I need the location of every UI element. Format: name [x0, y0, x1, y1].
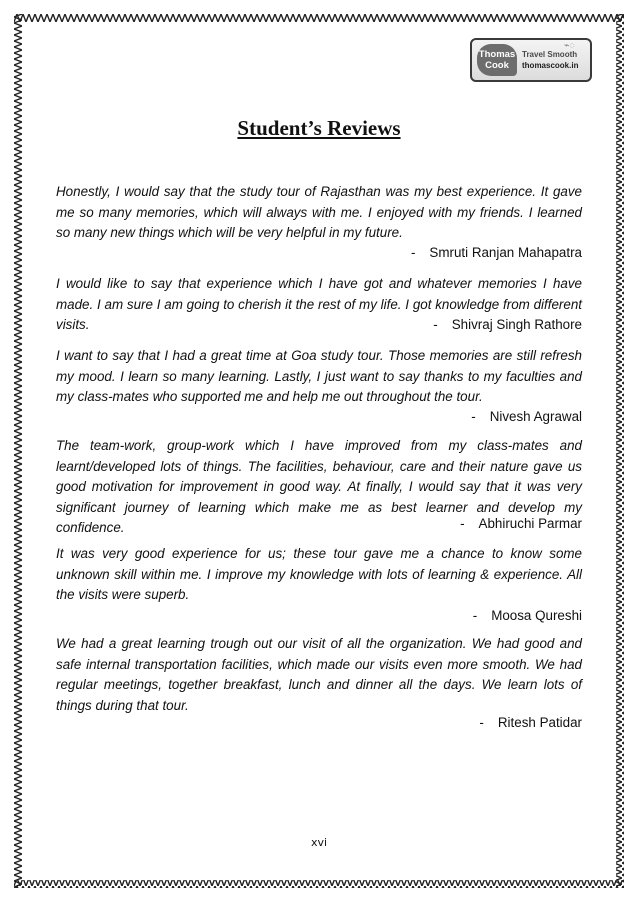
author-dash: - [479, 715, 484, 730]
author-dash: - [471, 409, 476, 424]
author-dash: - [460, 516, 465, 531]
thomas-cook-logo [470, 38, 592, 82]
review-text: Honestly, I would say that the study tour of Rajasthan was my best experience. It gave me so many memories, which will always with me. I enjoyed with my friends. I learned so many new things which will be very helpful in my future. [56, 184, 582, 240]
review-text: It was very good experience for us; these tour gave me a chance to know some unknown skill within me. I improve my knowledge with lots of learning & experience. All the visits were superb. [56, 546, 582, 602]
review-text: We had a great learning trough out our visit of all the organization. We had good and safe internal transportation facilities, which made our visits even more smooth. We had regular meetings, together breakfast, lunch and dinner all the days. We learn lots of things during that tour. [56, 636, 582, 713]
author-name: Nivesh Agrawal [489, 409, 582, 424]
logo-tagline: Travel Smooth [522, 50, 578, 59]
review-author [471, 407, 582, 427]
author-name: Moosa Qureshi [491, 608, 582, 623]
globe-icon: ⌁◌ [564, 40, 575, 50]
review-text: I would like to say that experience which I have got and whatever memories I have made. I am sure I am going to cherish it the rest of my life. I got knowledge from different visits. [56, 276, 582, 332]
author-name: Abhiruchi Parmar [478, 516, 582, 531]
page-title: Student’s Reviews [237, 116, 401, 140]
author-dash: - [472, 608, 478, 623]
author-name: Shivraj Singh Rathore [451, 317, 582, 332]
review-text: I want to say that I had a great time at Goa study tour. Those memories are still refresh my mood. I learn so many learning. Lastly, I just want to say thanks to my faculties and my class-mates who supported me and help me out throughout the tour. [56, 348, 582, 404]
author-name: Ritesh Patidar [497, 715, 582, 730]
review-text: The team-work, group-work which I have improved from my class-mates and learnt/developed lots of things. The facilities, behaviour, care and their nature gave us good motivation for improvement in good way. At finally, I would say that it was very significant journey of learning which make me as best learner and develop my confidence. [56, 438, 582, 535]
author-name: Smruti Ranjan Mahapatra [429, 245, 582, 260]
review-author [460, 514, 582, 534]
logo-brand-line2: Cook [485, 60, 509, 71]
logo-website: thomascook.in [522, 61, 579, 70]
review-author [473, 606, 582, 626]
logo-brand-line1: Thomas [478, 49, 516, 60]
review-author [479, 713, 582, 733]
page-number: xvi [310, 836, 328, 849]
author-dash: - [410, 245, 416, 260]
review-author [433, 315, 582, 335]
logo-text [522, 49, 578, 71]
logo-badge [477, 44, 517, 76]
review-author [411, 243, 582, 263]
author-dash: - [433, 317, 438, 332]
